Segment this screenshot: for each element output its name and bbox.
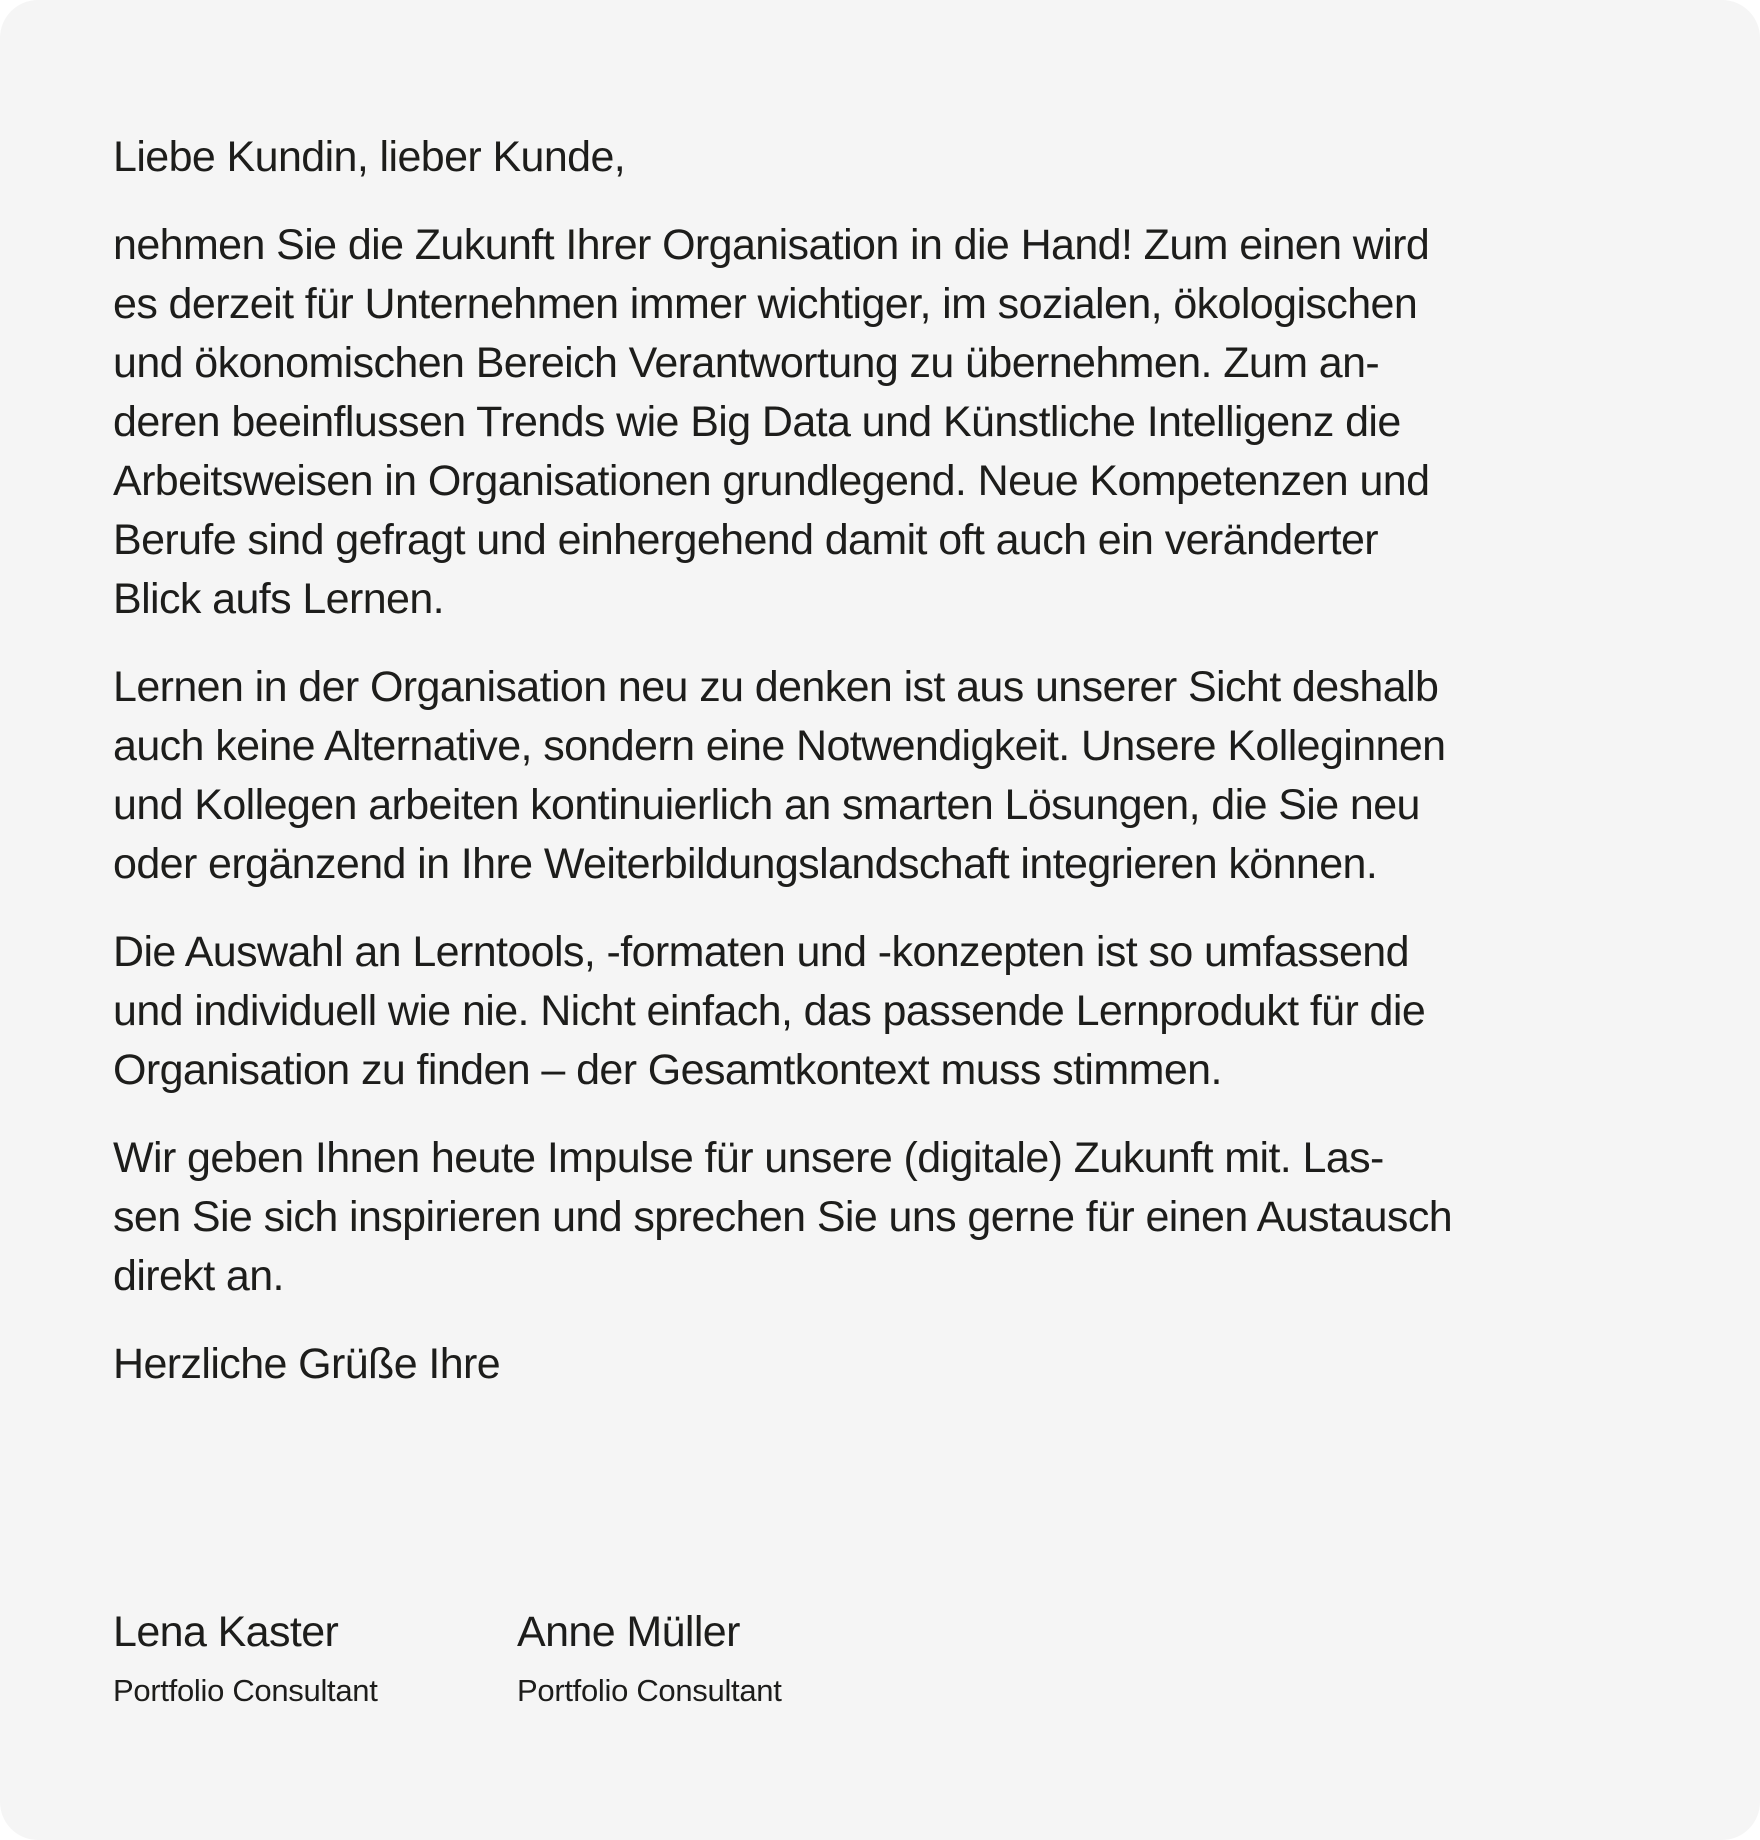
paragraph: Die Auswahl an Lerntools, -formaten und -konzepten ist so umfassend und individuell wie nie. Nicht einfach, das passende Lernprodukt für die Organisation zu finden – der Gesamtkontext muss stimmen. (113, 928, 1426, 1094)
signature-title: Portfolio Consultant (517, 1673, 782, 1708)
signature-name: Anne Müller (517, 1608, 740, 1656)
signature-name: Lena Kaster (113, 1608, 339, 1656)
greeting: Liebe Kundin, lieber Kunde, (113, 133, 626, 181)
letter-body (113, 216, 1510, 1306)
paragraph: Wir geben Ihnen heute Impulse für unsere (digitale) Zukunft mit. Las- sen Sie sich inspirieren und sprechen Sie uns gerne für einen Austausch direkt an. (113, 1134, 1453, 1300)
paragraph: Lernen in der Organisation neu zu denken ist aus unserer Sicht deshalb auch keine Alternative, sondern eine Notwendigkeit. Unsere Kolleginnen und Kollegen arbeiten kontinuierlich an smarten Lösungen, die Sie neu oder ergänzend in Ihre Weiterbildungslandschaft integrieren können. (113, 663, 1446, 888)
signature-title: Portfolio Consultant (113, 1673, 378, 1708)
signature (517, 1603, 921, 1711)
closing: Herzliche Grüße Ihre (113, 1340, 501, 1388)
signature-block (113, 1603, 1510, 1711)
signature (113, 1603, 517, 1711)
paragraph: nehmen Sie die Zukunft Ihrer Organisation in die Hand! Zum einen wird es derzeit für Unternehmen immer wichtiger, im sozialen, ökologischen und ökonomischen Bereich Verantwortung zu übernehmen. Zum an- deren beeinflussen Trends wie Big Data und Künstliche Intelligenz die Arbeitsweisen in Organisationen grundlegend. Neue Kompetenzen und Berufe sind gefragt und einhergehend damit oft auch ein veränderter Blick aufs Lernen. (113, 221, 1430, 623)
